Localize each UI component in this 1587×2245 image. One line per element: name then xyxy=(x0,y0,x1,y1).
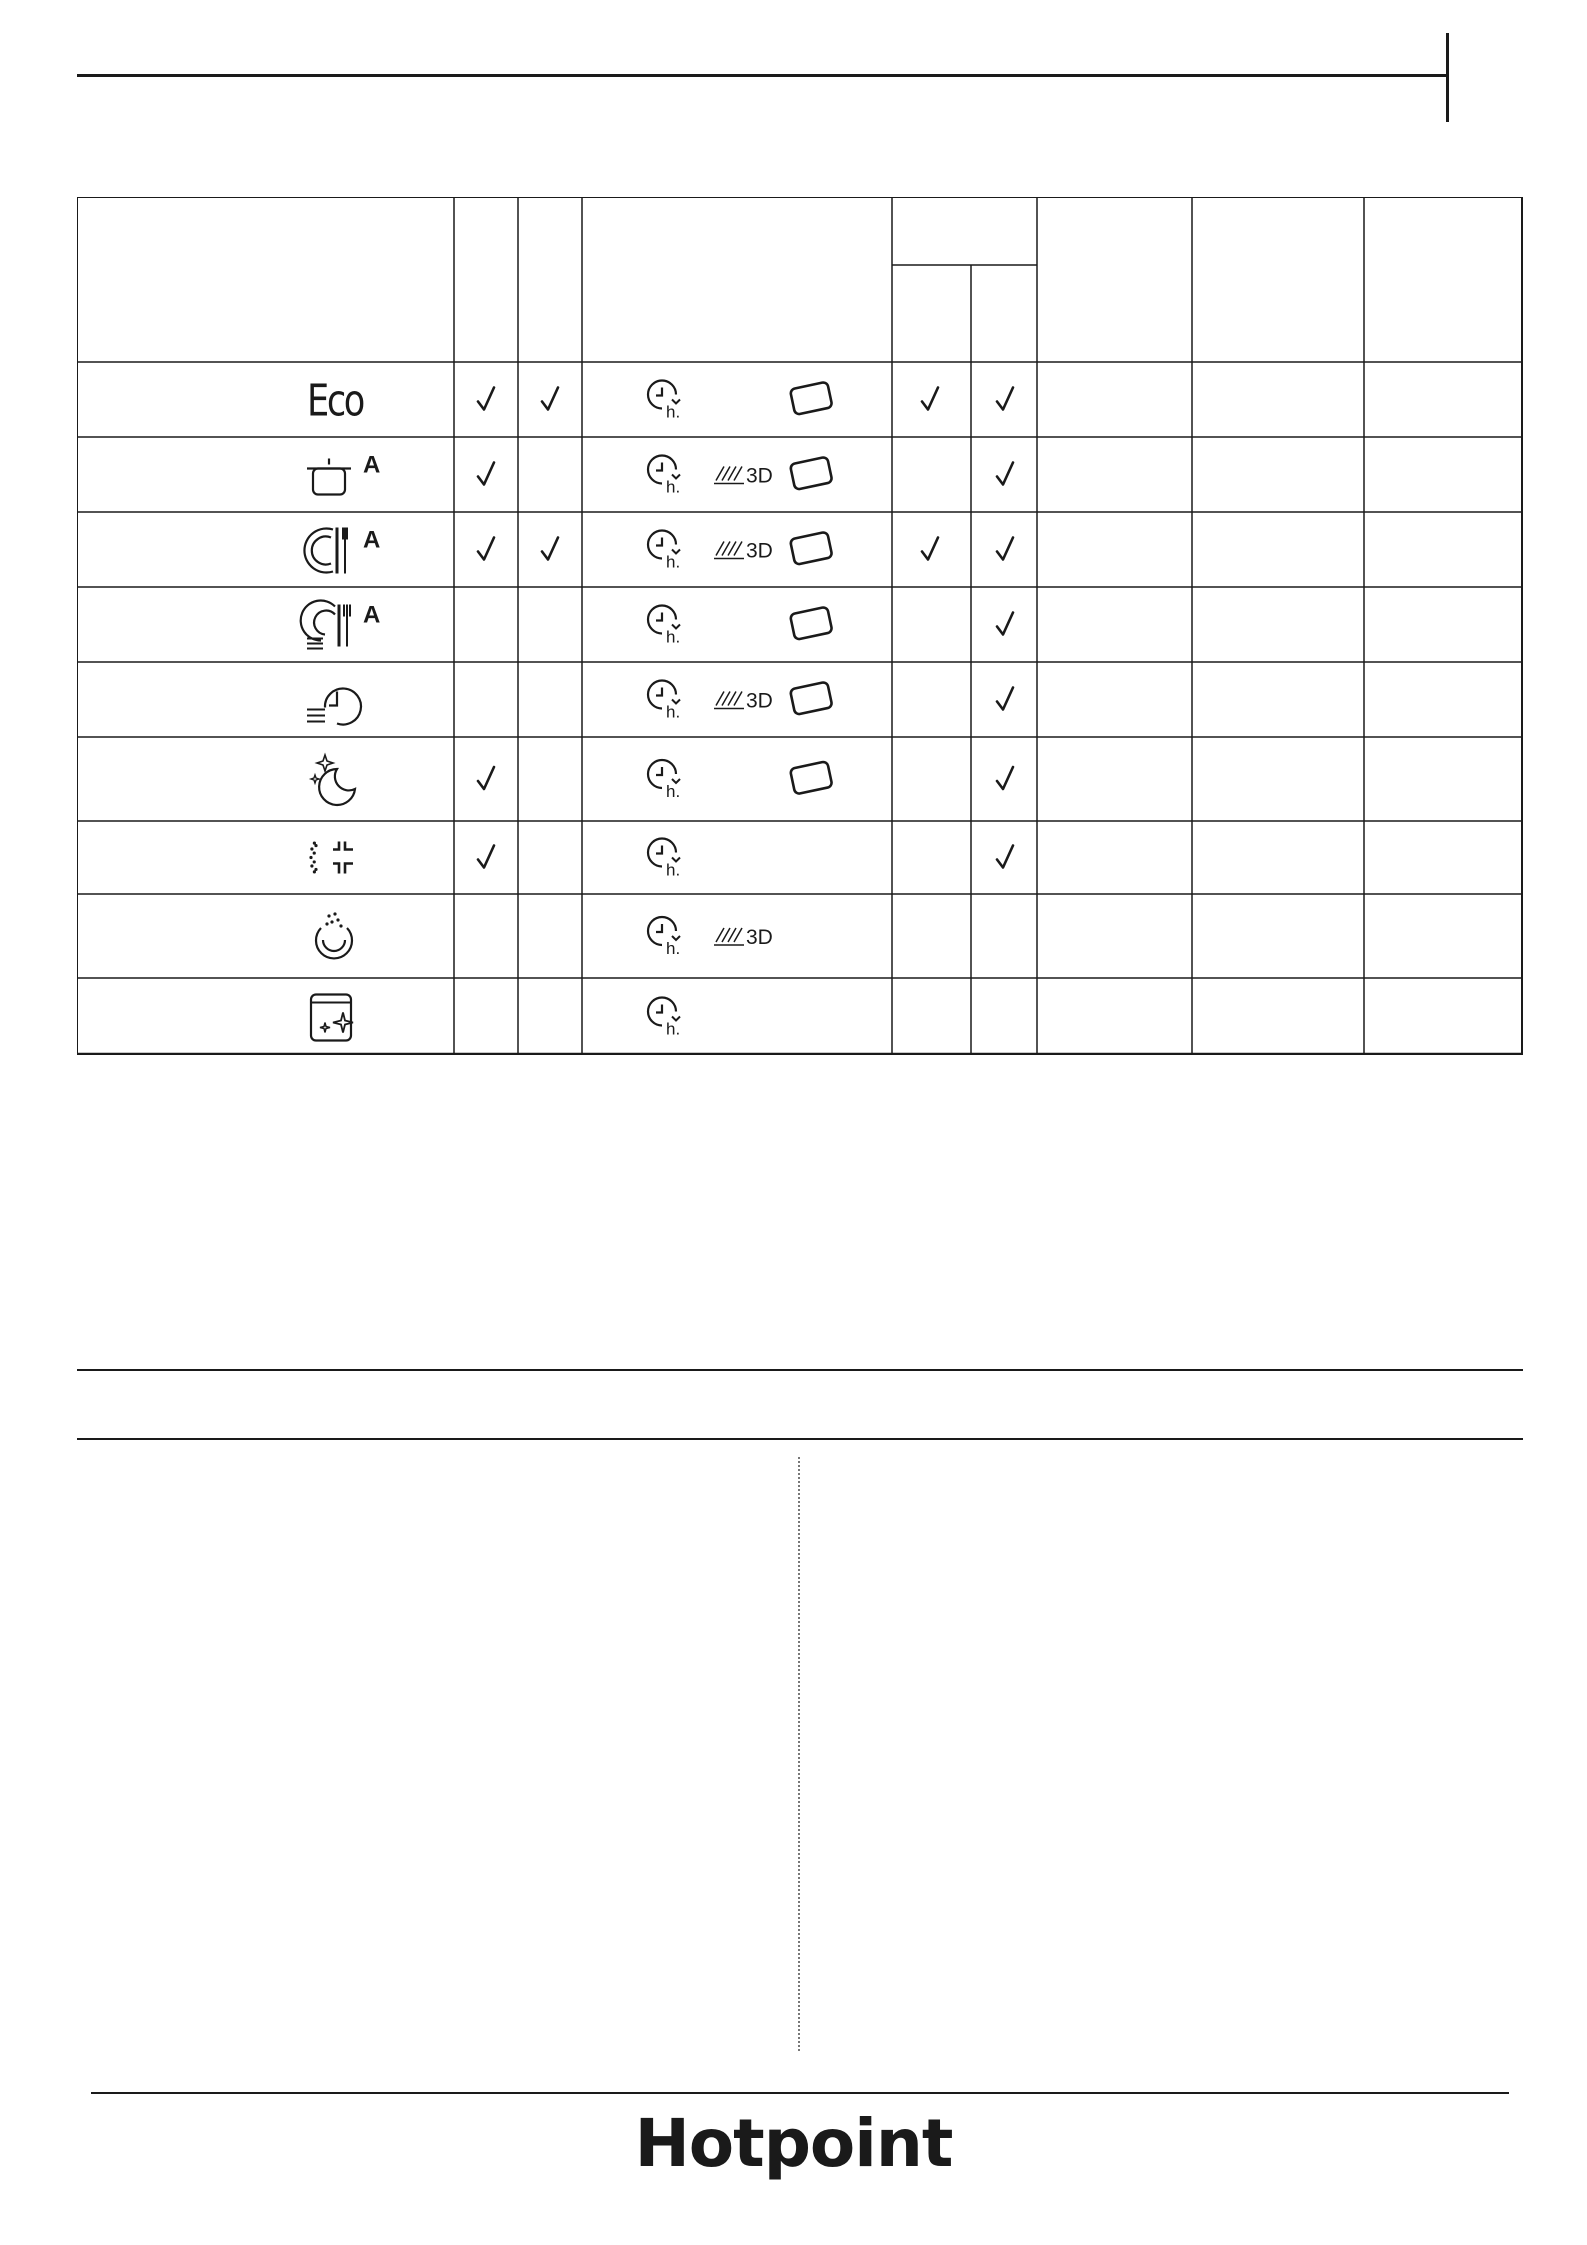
delay-timer-icon xyxy=(648,839,680,880)
auto-badge: A xyxy=(363,526,381,554)
tablet-icon xyxy=(790,682,833,715)
zone-3d-label: 3D xyxy=(746,926,773,949)
delay-label: h. xyxy=(666,1019,681,1039)
self-clean-sparkle-icon xyxy=(311,995,353,1041)
delay-label: h. xyxy=(666,552,681,572)
column-divider xyxy=(798,1457,800,2051)
delay-label: h. xyxy=(666,627,681,647)
section-rule-top xyxy=(77,1369,1523,1371)
auto-badge: A xyxy=(363,451,381,479)
delay-timer-icon xyxy=(648,381,680,422)
tablet-icon xyxy=(790,761,833,794)
check-icon xyxy=(922,538,938,560)
delay-timer-icon xyxy=(648,531,680,572)
pot-auto-icon xyxy=(307,452,380,495)
hygiene-dots-circle-icon xyxy=(316,912,352,958)
night-moon-stars-icon xyxy=(311,755,355,805)
plate-cutlery-auto-icon xyxy=(304,527,380,574)
check-icon xyxy=(997,846,1013,868)
delay-timer-icon xyxy=(648,456,680,497)
check-icon xyxy=(478,767,494,789)
tablet-icon xyxy=(790,382,833,415)
quick-wash-clock-icon xyxy=(307,689,361,725)
footer-rule xyxy=(91,2092,1509,2094)
prewash-spray-icon xyxy=(309,841,353,873)
check-icon xyxy=(478,846,494,868)
section-rule-bottom xyxy=(77,1438,1523,1440)
zone-3d-icon xyxy=(714,465,773,488)
delay-label: h. xyxy=(666,939,681,958)
eco-text-icon xyxy=(307,376,364,427)
program-table-grid xyxy=(77,197,1523,1055)
delay-timer-icon xyxy=(648,760,680,801)
tablet-icon xyxy=(790,607,833,640)
check-icon xyxy=(922,388,938,410)
check-icon xyxy=(542,388,558,410)
zone-3d-icon xyxy=(714,540,773,563)
tablet-icon xyxy=(790,532,833,565)
check-icon xyxy=(997,463,1013,485)
check-icon xyxy=(478,388,494,410)
check-icon xyxy=(997,388,1013,410)
delay-timer-icon xyxy=(648,998,680,1039)
brand-logo: Hotpoint xyxy=(634,2105,953,2182)
delay-timer-icon xyxy=(648,917,680,958)
delay-label: h. xyxy=(666,860,681,880)
check-icon xyxy=(997,538,1013,560)
check-icon xyxy=(997,613,1013,635)
fast-plate-cutlery-auto-icon xyxy=(301,601,381,649)
check-icon xyxy=(997,767,1013,789)
check-icon xyxy=(478,538,494,560)
delay-timer-icon xyxy=(648,606,680,647)
top-rule-tick xyxy=(1446,33,1449,122)
program-label-eco: Eco xyxy=(307,375,363,427)
check-icon xyxy=(478,463,494,485)
program-table xyxy=(77,197,1523,1055)
tablet-icon xyxy=(790,457,833,490)
delay-timer-icon xyxy=(648,681,680,722)
delay-label: h. xyxy=(666,402,681,422)
auto-badge: A xyxy=(363,601,381,629)
delay-label: h. xyxy=(666,477,681,497)
zone-3d-label: 3D xyxy=(746,464,773,488)
check-icon xyxy=(997,688,1013,710)
top-rule xyxy=(77,74,1447,77)
zone-3d-icon xyxy=(714,690,773,713)
delay-label: h. xyxy=(666,702,681,722)
zone-3d-label: 3D xyxy=(746,539,773,563)
zone-3d-label: 3D xyxy=(746,689,773,713)
delay-label: h. xyxy=(666,782,681,801)
zone-3d-icon xyxy=(714,926,773,949)
check-icon xyxy=(542,538,558,560)
